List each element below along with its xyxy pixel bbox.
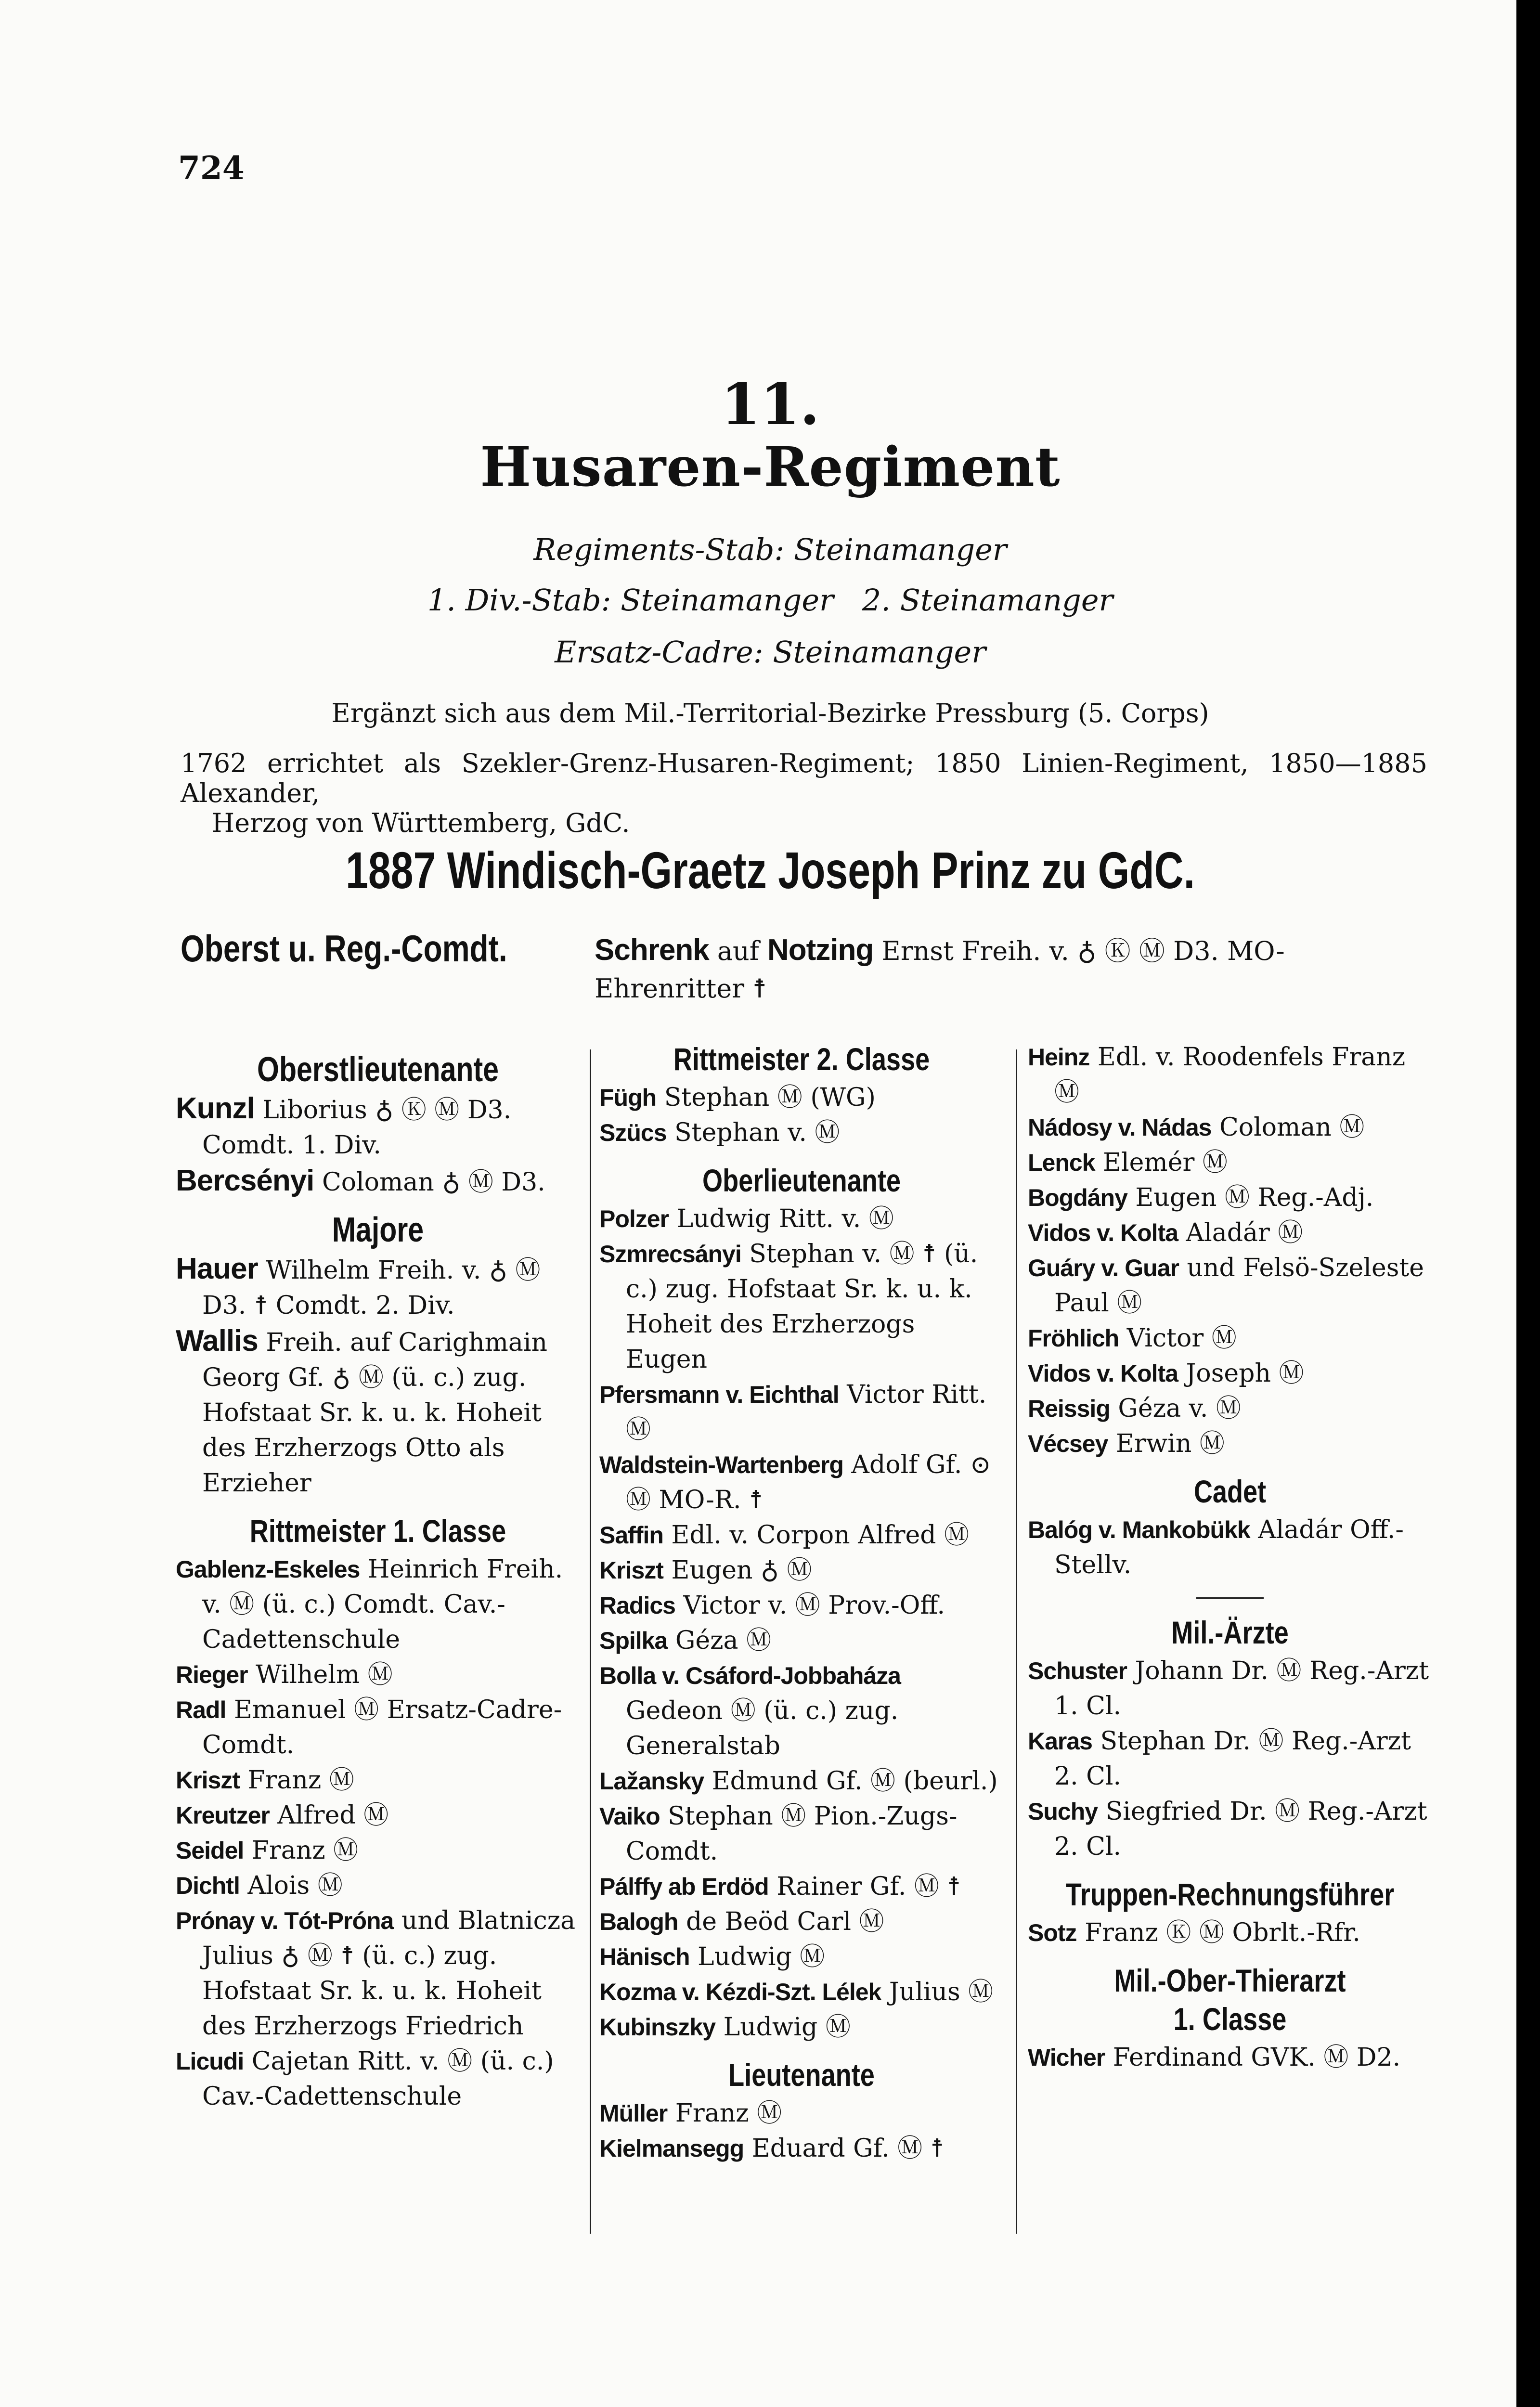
person-details: Wilhelm Ⓜ <box>247 1660 393 1689</box>
list-item <box>599 1869 1004 1904</box>
column-2 <box>599 1040 1004 2166</box>
person-name: Licudi <box>176 2048 244 2075</box>
list-item <box>1028 1724 1432 1794</box>
page-number: 724 <box>178 149 245 187</box>
person-name: Pfersmann v. Eichthal <box>599 1381 839 1408</box>
list-item <box>599 1658 1004 1764</box>
list-item <box>1028 1426 1432 1462</box>
person-details: Aladár Ⓜ <box>1178 1218 1303 1247</box>
person-name: Seidel <box>176 1837 244 1864</box>
person-name: Szmrecsányi <box>599 1241 741 1268</box>
person-details: Adolf Gf. ⊙ Ⓜ MO-R. ☨ <box>626 1450 991 1514</box>
person-name: Szücs <box>599 1119 667 1146</box>
person-name: Fröhlich <box>1028 1325 1119 1352</box>
person-details: Eduard Gf. Ⓜ ☨ <box>744 2134 945 2163</box>
person-details: Stephan Ⓜ (WG) <box>656 1083 876 1112</box>
regiment-owner: 1887 Windisch-Graetz Joseph Prinz zu GdC. <box>346 841 1195 899</box>
person-name: Vidos v. Kolta <box>1028 1360 1178 1387</box>
list-item <box>599 1115 1004 1151</box>
list-thierarzt <box>1028 2040 1432 2075</box>
list-item <box>599 1080 1004 1115</box>
column-1 <box>176 1040 580 2114</box>
person-name: Schuster <box>1028 1657 1127 1684</box>
list-majore <box>176 1251 580 1501</box>
person-details: Franz Ⓚ Ⓜ Obrlt.-Rfr. <box>1076 1918 1360 1947</box>
person-details: Freih. auf Carighmain Georg Gf. ♁ Ⓜ (ü. c.) zug. Hofstaat Sr. k. u. k. Hoheit des Erzherzogs Otto als Erzieher <box>202 1328 548 1498</box>
person-name: Vidos v. Kolta <box>1028 1219 1178 1246</box>
person-name: Lenck <box>1028 1149 1095 1176</box>
list-item <box>176 1903 580 2044</box>
person-details: Stephan Ⓜ Pion.-Zugs-Comdt. <box>626 1802 958 1866</box>
list-item <box>176 1868 580 1903</box>
person-name: Balóg v. Mankobükk <box>1028 1516 1250 1543</box>
person-details: und Felsö-Szeleste Paul Ⓜ <box>1054 1254 1424 1318</box>
person-details: Heinrich Freih. v. Ⓜ (ü. c.) Comdt. Cav.-Cadettenschule <box>202 1555 563 1654</box>
person-name: Kriszt <box>599 1557 663 1584</box>
person-details: Gedeon Ⓜ (ü. c.) zug. Generalstab <box>626 1696 899 1760</box>
list-item <box>1028 1513 1432 1583</box>
list-item <box>599 1448 1004 1518</box>
list-item <box>599 1237 1004 1377</box>
regiments-stab: Regiments-Stab: Steinamanger <box>533 532 1007 567</box>
regiment-number: 11. <box>721 371 820 438</box>
list-item <box>1028 2040 1432 2075</box>
person-details: Liborius ♁ Ⓚ Ⓜ D3. Comdt. 1. Div. <box>202 1096 512 1160</box>
person-details: Joseph Ⓜ <box>1178 1359 1304 1388</box>
heading-rechnungsfuehrer: Truppen-Rechnungsführer <box>1065 1876 1395 1912</box>
person-details: Géza v. Ⓜ <box>1110 1394 1241 1423</box>
person-details: de Beöd Carl Ⓜ <box>678 1907 884 1936</box>
person-details: Coloman Ⓜ <box>1211 1113 1365 1142</box>
ersatz-cadre: Ersatz-Cadre: Steinamanger <box>555 634 986 670</box>
person-name: Kubinszky <box>599 2014 716 2041</box>
person-name: Spilka <box>599 1627 668 1654</box>
person-details: Johann Dr. Ⓜ Reg.-Arzt 1. Cl. <box>1054 1656 1429 1721</box>
person-details: Eugen Ⓜ Reg.-Adj. <box>1127 1183 1374 1212</box>
list-item <box>599 1202 1004 1237</box>
list-item <box>1028 1180 1432 1216</box>
person-details: Alfred Ⓜ <box>269 1801 389 1830</box>
recruitment-district: Ergänzt sich aus dem Mil.-Territorial-Bezirke Pressburg (5. Corps) <box>331 698 1209 728</box>
person-details: Edl. v. Roodenfels Franz Ⓜ <box>1054 1043 1406 1107</box>
person-name: Radl <box>176 1696 226 1723</box>
person-name: Polzer <box>599 1205 669 1232</box>
history-line-1: 1762 errichtet als Szekler-Grenz-Husaren-Regiment; 1850 Linien-Regiment, 1850—1885 Alexander, <box>181 748 1427 808</box>
list-item <box>176 1798 580 1833</box>
heading-aerzte: Mil.-Ärzte <box>1171 1615 1289 1650</box>
heading-thierarzt: Mil.-Ober-Thierarzt <box>1114 1963 1346 1998</box>
person-name: Waldstein-Wartenberg <box>599 1451 843 1478</box>
oberst-text: auf <box>709 936 767 966</box>
list-item <box>1028 1145 1432 1180</box>
person-name: Kielmansegg <box>599 2135 744 2162</box>
list-item <box>176 1552 580 1657</box>
oberst-name-2: Notzing <box>767 933 874 967</box>
person-name: Guáry v. Guar <box>1028 1255 1179 1281</box>
person-name: Müller <box>599 2100 668 2127</box>
list-rechnungsfuehrer <box>1028 1915 1432 1951</box>
person-details: Coloman ♁ Ⓜ D3. <box>314 1168 545 1197</box>
person-name: Suchy <box>1028 1798 1098 1825</box>
person-name: Kunzl <box>176 1092 255 1125</box>
list-item <box>599 2096 1004 2131</box>
person-details: Franz Ⓜ <box>239 1766 354 1795</box>
person-details: Franz Ⓜ <box>667 2099 782 2128</box>
person-name: Vécsey <box>1028 1430 1108 1457</box>
person-name: Dichtl <box>176 1872 240 1899</box>
person-details: Géza Ⓜ <box>667 1626 772 1655</box>
list-lieutenante-cont <box>1028 1040 1432 1462</box>
list-oberlieutenante <box>599 1202 1004 2045</box>
list-oberstlieutenante <box>176 1091 580 1200</box>
list-item <box>599 2010 1004 2045</box>
list-item <box>599 1975 1004 2010</box>
person-name: Hänisch <box>599 1943 690 1970</box>
person-name: Bogdány <box>1028 1184 1127 1211</box>
person-name: Wicher <box>1028 2044 1105 2071</box>
heading-rittmeister-1: Rittmeister 1. Classe <box>249 1513 506 1549</box>
list-item <box>1028 1915 1432 1951</box>
person-details: Edl. v. Corpon Alfred Ⓜ <box>663 1521 970 1550</box>
list-rittmeister-1 <box>176 1552 580 2114</box>
person-name: Radics <box>599 1592 675 1619</box>
list-item <box>599 1799 1004 1869</box>
person-name: Sotz <box>1028 1919 1077 1946</box>
list-item <box>599 1588 1004 1623</box>
list-item <box>176 1163 580 1200</box>
heading-cadet: Cadet <box>1193 1474 1267 1509</box>
person-name: Bercsényi <box>176 1164 314 1197</box>
list-item <box>1028 1040 1432 1110</box>
person-details: Victor v. Ⓜ Prov.-Off. <box>675 1591 945 1620</box>
list-item <box>599 1764 1004 1799</box>
list-item <box>599 1518 1004 1553</box>
list-item <box>176 1833 580 1868</box>
oberst-details: Ernst Freih. v. ♁ Ⓚ Ⓜ D3. MO-Ehrenritter ☨ <box>595 936 1285 1004</box>
person-name: Saffin <box>599 1522 663 1549</box>
list-item <box>599 1940 1004 1975</box>
person-name: Heinz <box>1028 1044 1090 1071</box>
person-name: Kreutzer <box>176 1802 270 1829</box>
list-item <box>176 1251 580 1323</box>
list-item <box>1028 1391 1432 1426</box>
person-name: Kozma v. Kézdi-Szt. Lélek <box>599 1979 881 2006</box>
person-name: Prónay v. Tót-Próna <box>176 1907 394 1934</box>
person-details: und Blatnicza Julius ♁ Ⓜ ☨ (ü. c.) zug. Hofstaat Sr. k. u. k. Hoheit des Erzherzogs Friedrich <box>202 1906 576 2041</box>
column-rule-1 <box>590 1049 591 2234</box>
list-cadet <box>1028 1513 1432 1583</box>
person-details: Ferdinand GVK. Ⓜ D2. <box>1105 2043 1401 2072</box>
list-item <box>599 1623 1004 1658</box>
person-details: Erwin Ⓜ <box>1108 1429 1225 1458</box>
list-item <box>176 1763 580 1798</box>
person-name: Reissig <box>1028 1395 1110 1422</box>
person-name: Bolla v. Csáford-Jobbaháza <box>599 1662 901 1689</box>
regiment-history <box>181 749 1427 838</box>
person-name: Hauer <box>176 1252 258 1285</box>
person-details: Alois Ⓜ <box>239 1871 343 1900</box>
list-item <box>176 1657 580 1693</box>
person-name: Kriszt <box>176 1767 240 1794</box>
list-item <box>599 2131 1004 2166</box>
heading-oberlieutenante: Oberlieutenante <box>702 1163 901 1198</box>
list-lieutenante <box>599 2096 1004 2166</box>
person-details: Stephan v. Ⓜ ☨ (ü. c.) zug. Hofstaat Sr. k. u. k. Hoheit des Erzherzogs Eugen <box>626 1240 978 1374</box>
oberst-label: Oberst u. Reg.-Comdt. <box>181 927 507 970</box>
person-name: Pálffy ab Erdöd <box>599 1873 769 1900</box>
person-name: Karas <box>1028 1728 1092 1755</box>
person-details: Rainer Gf. Ⓜ ☨ <box>768 1872 961 1901</box>
heading-majore: Majore <box>332 1211 424 1249</box>
list-item <box>1028 1654 1432 1724</box>
heading-lieutenante: Lieutenante <box>728 2057 875 2093</box>
list-item <box>176 1693 580 1763</box>
list-item <box>1028 1216 1432 1251</box>
person-details: Stephan Dr. Ⓜ Reg.-Arzt 2. Cl. <box>1054 1727 1411 1791</box>
list-item <box>599 1377 1004 1448</box>
person-details: Elemér Ⓜ <box>1095 1148 1228 1177</box>
list-item <box>1028 1356 1432 1391</box>
person-details: Wilhelm Freih. v. ♁ Ⓜ D3. ☨ Comdt. 2. Div. <box>202 1256 541 1320</box>
person-details: Emanuel Ⓜ Ersatz-Cadre-Comdt. <box>202 1695 562 1760</box>
column-rule-2 <box>1016 1049 1017 2234</box>
person-details: Cajetan Ritt. v. Ⓜ (ü. c.) Cav.-Cadettenschule <box>202 2047 554 2111</box>
history-line-2: Herzog von Württemberg, GdC. <box>212 808 630 838</box>
regiment-title: Husaren-Regiment <box>480 436 1061 499</box>
person-name: Balogh <box>599 1908 678 1935</box>
list-item <box>1028 1110 1432 1145</box>
list-rittmeister-2 <box>599 1080 1004 1151</box>
person-details: Stephan v. Ⓜ <box>666 1118 840 1147</box>
list-item <box>176 1091 580 1163</box>
column-3 <box>1028 1040 1432 2075</box>
person-name: Gablenz-Eskeles <box>176 1556 360 1583</box>
list-aerzte <box>1028 1654 1432 1864</box>
heading-thierarzt-classe: 1. Classe <box>1173 2001 1287 2037</box>
person-name: Lažansky <box>599 1768 704 1795</box>
person-details: Ludwig Ⓜ <box>715 2013 851 2042</box>
list-item <box>176 1323 580 1501</box>
person-name: Fügh <box>599 1084 657 1111</box>
oberst-name: Schrenk <box>595 933 709 967</box>
person-details: Eugen ♁ Ⓜ <box>663 1556 812 1585</box>
person-name: Rieger <box>176 1661 248 1688</box>
person-name: Vaiko <box>599 1803 660 1830</box>
person-details: Edmund Gf. Ⓜ (beurl.) <box>704 1767 998 1796</box>
oberst-entry <box>595 932 1432 1008</box>
person-details: Franz Ⓜ <box>244 1836 359 1865</box>
heading-oberstlieutenante: Oberstlieutenante <box>257 1050 499 1089</box>
list-item <box>176 2044 580 2114</box>
division-stab: 1. Div.-Stab: Steinamanger 2. Steinamanger <box>427 582 1113 618</box>
person-details: Victor Ritt. Ⓜ <box>626 1380 987 1444</box>
person-name: Wallis <box>176 1324 258 1358</box>
person-name: Nádosy v. Nádas <box>1028 1114 1212 1141</box>
heading-rittmeister-2: Rittmeister 2. Classe <box>673 1041 930 1077</box>
person-details: Victor Ⓜ <box>1119 1324 1237 1353</box>
list-item <box>1028 1321 1432 1356</box>
section-divider <box>1196 1597 1264 1599</box>
person-details: Julius Ⓜ <box>881 1978 994 2006</box>
person-details: Ludwig Ⓜ <box>689 1942 825 1971</box>
person-details: Siegfried Dr. Ⓜ Reg.-Arzt 2. Cl. <box>1054 1797 1427 1861</box>
list-item <box>599 1553 1004 1588</box>
list-item <box>599 1904 1004 1940</box>
person-details: Ludwig Ritt. v. Ⓜ <box>669 1204 894 1233</box>
list-item <box>1028 1794 1432 1864</box>
person-details: Aladár Off.-Stellv. <box>1054 1515 1404 1579</box>
list-item <box>1028 1251 1432 1321</box>
